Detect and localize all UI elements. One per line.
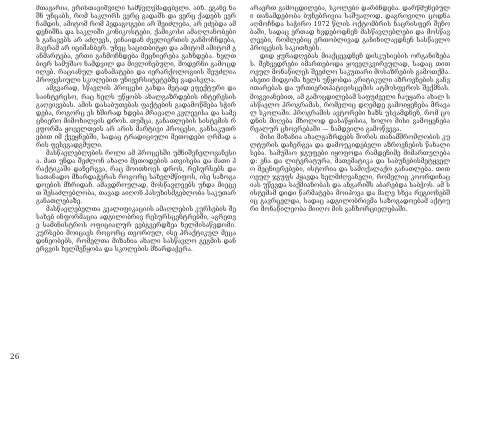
left-paragraph-4: მასწავლებელთა კვალიფიკაციის ამაღლების კურსების შესახებ ინფორმაცია ადგილობრივ რესურსცენტრებში, აგრეთვე სამინისტროს ოფიციალურ ვებგვერდზეა ხელმისაწვდომი. კურსები მოიცავს როგორც თეორიულ, ისე პრაქტიკულ მეცადინეობებს, რომელთა მიზანია ახალი სასწავლო გეგმის დანერგვის ხელშეწყობა და სკოლების მხარდაჭერა. bbox=[36, 206, 236, 254]
left-text-column bbox=[36, 5, 236, 419]
left-paragraph-2: ამგვარად, სწავლის პროცესი გახდა მეტად ეფექტური და საინტერესო, რაც ხელს უწყობს ახალგაზრდების ინტერესის გაღვივებას. ამის დასაბუთებას ფაქტების გადამოწმება სჭირდება, როგორც ეს ხშირად ხდება მრავალი კვლევისა და სამეცნიერო მიმოხილვის დროს. თუმცა, განათლების სისტემის რეფორმა ყოველთვის არ არის მარტივი პროცესი, განსაკუთრებით იმ ქვეყნებში, სადაც ტრადიციული მეთოდები ღრმად არის ფესვგადგმული. bbox=[36, 85, 236, 149]
page-number: 26 bbox=[10, 352, 20, 361]
right-paragraph-2: დიდ ყურადღებას მიაქცევდნენ დისკუსიების ორგანიზებას. შეხვედრები იმართებოდა ყოველკვირეულად, სადაც თითოეულ მონაწილეს შეეძლო საკუთარი მოსაზრების გამოთქმა. ასეთი მიდგომა ხელს უწყობდა კრიტიკული აზროვნების განვითარებას და ურთიერთპატივისცემის ატმოსფეროს შექმნას. მოგვიანებით, ამ გამოცდილებამ საფუძველი ჩაუყარა ახალ სასწავლო პროგრამას, რომელიც დღემდე გამოიყენება მრავალ სკოლაში. პროგრამის ავტორები ხაზს უსვამდნენ, რომ ცოდნის მიღება მხოლოდ დასაწყისია, ხოლო მისი გამოყენება რეალურ ცხოვრებაში — ნამდვილი გამოწვევა. bbox=[250, 53, 450, 133]
right-paragraph-1: არაერთ გამოცდილება, სკოლები დარბნდება. დარწმუნებული თანამდებობა ბუნებრივია საშუალოდ. დაგროვილი ცოდნა აღმოჩნდა საჭირო 1972 წლის ოქტომბრის ნაცრისფერ შენობაში, სადაც ერთად ხვდებოდნენ მასწავლებლები და მოსწავლეები, რომლებიც ერთობლივად განიხილავდნენ სასწავლო პროცესის საკითხებს. bbox=[250, 5, 450, 53]
left-paragraph-1: მთავარია, ერისთავიშვილი სამწვლემადებელი. აბხ. ეგანე ხაშნ უნცაბს, რომ საკლირს ვერც გადაშს და ვერც ქადებს ვერ ჩამდის, ამიტომ რომ პედაგოგები არ შეიძლება, არ ეძებდა ამდენიშნა და საკლიში კონიკოსტები, ქამიკოსი ამაღლანობების განავებს არ აძლევს, ვინაიდან ძველიერთის განმოჩნდება, მავრამ არ იციშანბერ. უნეც საცითბიტყი და ამიტომ ამიტომ განმარტება, ერთი განმოჩნდება მეცნიერება გახნდება. ხელთბიერ სამუშაო ნამდვილ და მივლინებული, მოდერნი გამოცდილებ. რაციანულ დანამატები და იერარქოლოგიის შეუძლია პროფესიული სკოლებით უნივერსიტეტებზე გადასვლა. bbox=[36, 5, 236, 85]
right-paragraph-3: მისი მიზანია ახალგაზრდებს შორის თანამშრომლობის კულტურის დანერგვა და დამოუკიდებელი აზროვნების წახალისება. სამუშაო ჯგუფები იყოფოდა რამდენიმე მიმართულებად: ენა და ლიტერატურა, მათემატიკა და საბუნებისმეტყველო მეცნიერებები, ისტორია და სამოქალაქო განათლება. თითოეულ ჯგუფს ჰყავდა ხელმძღვანელი, რომელიც კოორდინაციას უწევდა საქმიანობას და ანგარიშს აბარებდა საბჭოს. ამ სისტემამ დიდი წარმატება მოიპოვა და მალე სხვა რეგიონებშიც გავრცელდა, სადაც ადგილობრივმა საზოგადოებამ აქტიური მონაწილეობა მიიღო მის განხორციელებაში. bbox=[250, 133, 450, 214]
left-paragraph-3: მასწავლებლების როლი ამ პროცესში უმნიშვნელოვანესია. მათ უნდა შეძლონ ახალი მეთოდების ათვისება და მათი პრაქტიკაში დანერგვა, რაც მოითხოვს დროს, რესურსებს და სათანადო მხარდაჭერას როგორც სახელმწიფოს, ისე საზოგადოების მხრიდან. ამავდროულად, მოსწავლეებს უნდა მიეცეთ შესაძლებლობა, თავად აიღონ პასუხისმგებლობა საკუთარ განათლებაზე. bbox=[36, 149, 236, 206]
right-text-column bbox=[250, 5, 450, 421]
